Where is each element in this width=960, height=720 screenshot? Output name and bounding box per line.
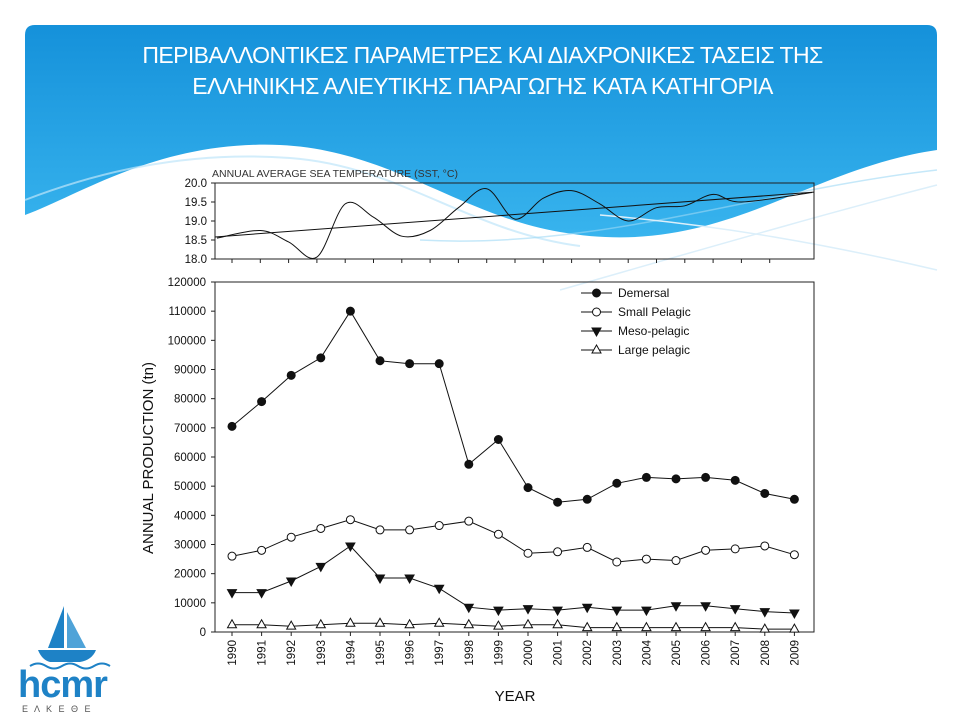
series-meso-pelagic	[228, 543, 799, 618]
data-point	[612, 623, 621, 631]
series-large-pelagic	[228, 618, 799, 632]
legend-item	[581, 305, 691, 319]
production-x-tick-label: 2007	[730, 640, 743, 666]
production-x-tick-label: 2002	[582, 640, 595, 666]
data-point	[257, 590, 266, 598]
data-point	[583, 604, 592, 612]
series-demersal	[228, 307, 798, 506]
data-point	[494, 436, 502, 444]
data-point	[317, 354, 325, 362]
production-y-tick-label: 80000	[174, 393, 206, 406]
data-point	[613, 558, 621, 566]
data-point	[316, 563, 325, 571]
production-x-tick-label: 1999	[493, 640, 506, 666]
data-point	[702, 473, 710, 481]
production-x-tick-label: 1998	[463, 640, 476, 666]
legend-marker	[593, 308, 601, 316]
data-point	[701, 603, 710, 611]
legend-item	[581, 343, 690, 357]
data-point	[406, 360, 414, 368]
data-point	[465, 460, 473, 468]
data-point	[731, 545, 739, 553]
data-point	[760, 624, 769, 632]
production-legend	[581, 286, 691, 357]
data-point	[760, 609, 769, 617]
data-point	[228, 552, 236, 560]
data-point	[524, 549, 532, 557]
production-y-tick-label: 30000	[174, 539, 206, 552]
production-y-tick-label: 40000	[174, 510, 206, 523]
data-point	[642, 555, 650, 563]
legend-marker	[593, 289, 601, 297]
data-point	[287, 533, 295, 541]
sst-y-tick-label: 18.0	[184, 254, 207, 266]
sst-y-tick-label: 20.0	[184, 178, 207, 190]
series-small-pelagic	[228, 516, 798, 566]
data-point	[257, 620, 266, 628]
data-point	[346, 618, 355, 626]
data-point	[228, 620, 237, 628]
production-x-axis-label: YEAR	[494, 688, 536, 705]
data-point	[642, 623, 651, 631]
production-y-tick-label: 70000	[174, 422, 206, 435]
production-x-tick-label: 1996	[404, 640, 417, 666]
data-point	[761, 489, 769, 497]
production-y-tick-label: 10000	[174, 597, 206, 610]
slide-title	[25, 40, 940, 102]
production-x-tick-label: 1990	[227, 640, 239, 666]
data-point	[228, 422, 236, 430]
production-x-tick-label: 2004	[641, 640, 654, 666]
legend-label: Demersal	[618, 286, 670, 300]
data-point	[701, 623, 710, 631]
data-point	[346, 307, 354, 315]
production-x-axis	[227, 632, 801, 666]
data-point	[524, 484, 532, 492]
data-point	[553, 620, 562, 628]
data-point	[583, 495, 591, 503]
slide-title-line-2: ΕΛΛΗΝΙΚΗΣ ΑΛΙΕΥΤΙΚΗΣ ΠΑΡΑΓΩΓΗΣ ΚΑΤΑ ΚΑΤΗΓΟΡΙΑ	[192, 73, 773, 99]
data-point	[435, 618, 444, 626]
data-point	[376, 618, 385, 626]
production-x-tick-label: 2008	[759, 640, 772, 666]
production-y-tick-label: 110000	[168, 306, 206, 319]
data-point	[376, 575, 385, 583]
data-point	[672, 623, 681, 631]
data-point	[376, 357, 384, 365]
data-point	[435, 522, 443, 530]
data-point	[642, 473, 650, 481]
data-point	[672, 475, 680, 483]
production-x-tick-label: 1997	[434, 640, 447, 666]
data-point	[494, 621, 503, 629]
production-y-tick-label: 50000	[174, 481, 206, 494]
ship-sail	[48, 606, 64, 648]
data-point	[554, 548, 562, 556]
data-point	[494, 530, 502, 538]
data-point	[790, 495, 798, 503]
data-point	[494, 607, 503, 615]
data-point	[583, 543, 591, 551]
data-point	[376, 526, 384, 534]
series-line	[232, 520, 794, 562]
data-point	[435, 360, 443, 368]
production-y-tick-label: 20000	[174, 568, 206, 581]
sst-y-tick-label: 18.5	[184, 235, 207, 247]
sst-chart-title: ANNUAL AVERAGE SEA TEMPERATURE (SST, °C)	[212, 168, 458, 180]
production-x-tick-label: 1994	[345, 640, 358, 666]
data-point	[702, 546, 710, 554]
legend-item	[581, 324, 689, 338]
sst-y-tick-label: 19.0	[184, 216, 207, 228]
production-chart	[140, 277, 814, 705]
data-point	[258, 398, 266, 406]
series-line	[232, 311, 794, 502]
data-point	[790, 610, 799, 618]
sst-y-tick-label: 19.5	[184, 197, 207, 209]
data-point	[435, 585, 444, 593]
data-point	[613, 479, 621, 487]
slide-title-line-1: ΠΕΡΙΒΑΛΛΟΝΤΙΚΕΣ ΠΑΡΑΜΕΤΡΕΣ ΚΑΙ ΔΙΑΧΡΟΝΙΚΕΣ ΤΑΣΕΙΣ ΤΗΣ	[142, 42, 823, 68]
ship-hull	[38, 650, 96, 662]
legend-label: Large pelagic	[618, 343, 691, 357]
legend-marker	[592, 345, 601, 353]
data-point	[316, 620, 325, 628]
production-y-axis-label: ANNUAL PRODUCTION (tn)	[140, 362, 157, 554]
data-point	[287, 621, 296, 629]
production-y-tick-label: 120000	[167, 277, 206, 289]
production-y-tick-label: 0	[199, 627, 206, 639]
production-x-tick-label: 1993	[315, 640, 328, 666]
data-point	[731, 476, 739, 484]
production-x-tick-label: 2000	[523, 640, 535, 666]
legend-label: Meso-pelagic	[618, 324, 690, 338]
production-x-tick-label: 2006	[700, 640, 713, 666]
data-point	[406, 526, 414, 534]
data-point	[554, 498, 562, 506]
ship-icon	[30, 606, 110, 669]
sst-x-ticks	[232, 259, 770, 263]
data-point	[524, 620, 533, 628]
data-point	[317, 524, 325, 532]
production-y-tick-label: 60000	[174, 452, 206, 464]
production-x-tick-label: 1991	[256, 640, 269, 666]
data-point	[553, 607, 562, 615]
data-point	[761, 542, 769, 550]
production-x-tick-label: 2009	[789, 640, 802, 666]
series-line	[232, 623, 794, 629]
hcmr-logo	[18, 606, 110, 714]
production-y-tick-label: 100000	[167, 335, 206, 348]
data-point	[464, 620, 473, 628]
data-point	[228, 590, 237, 598]
data-point	[731, 606, 740, 614]
legend-marker	[592, 328, 601, 336]
data-point	[405, 620, 414, 628]
production-plot-frame	[215, 282, 814, 632]
legend-item	[581, 286, 669, 300]
data-point	[790, 624, 799, 632]
production-x-tick-label: 2001	[552, 640, 565, 666]
hcmr-logo-subtext: Ε Λ Κ Ε Θ Ε	[22, 704, 93, 714]
data-point	[612, 607, 621, 615]
data-point	[672, 557, 680, 565]
legend-label: Small Pelagic	[618, 305, 691, 319]
data-point	[524, 606, 533, 614]
hcmr-logo-text: hcmr	[18, 664, 107, 706]
data-point	[464, 604, 473, 612]
production-x-tick-label: 1995	[375, 640, 387, 666]
data-point	[287, 371, 295, 379]
ship-sail-right	[67, 612, 86, 648]
data-point	[465, 517, 473, 525]
data-point	[790, 551, 798, 559]
data-point	[258, 546, 266, 554]
production-series	[228, 307, 799, 632]
production-y-axis	[168, 277, 215, 639]
production-x-tick-label: 2003	[611, 640, 624, 666]
data-point	[346, 516, 354, 524]
data-point	[731, 623, 740, 631]
sst-y-axis	[185, 178, 215, 266]
production-x-tick-label: 2005	[671, 640, 683, 666]
production-y-tick-label: 90000	[174, 364, 206, 377]
production-x-tick-label: 1992	[286, 640, 299, 666]
data-point	[583, 623, 592, 631]
data-point	[642, 607, 651, 615]
